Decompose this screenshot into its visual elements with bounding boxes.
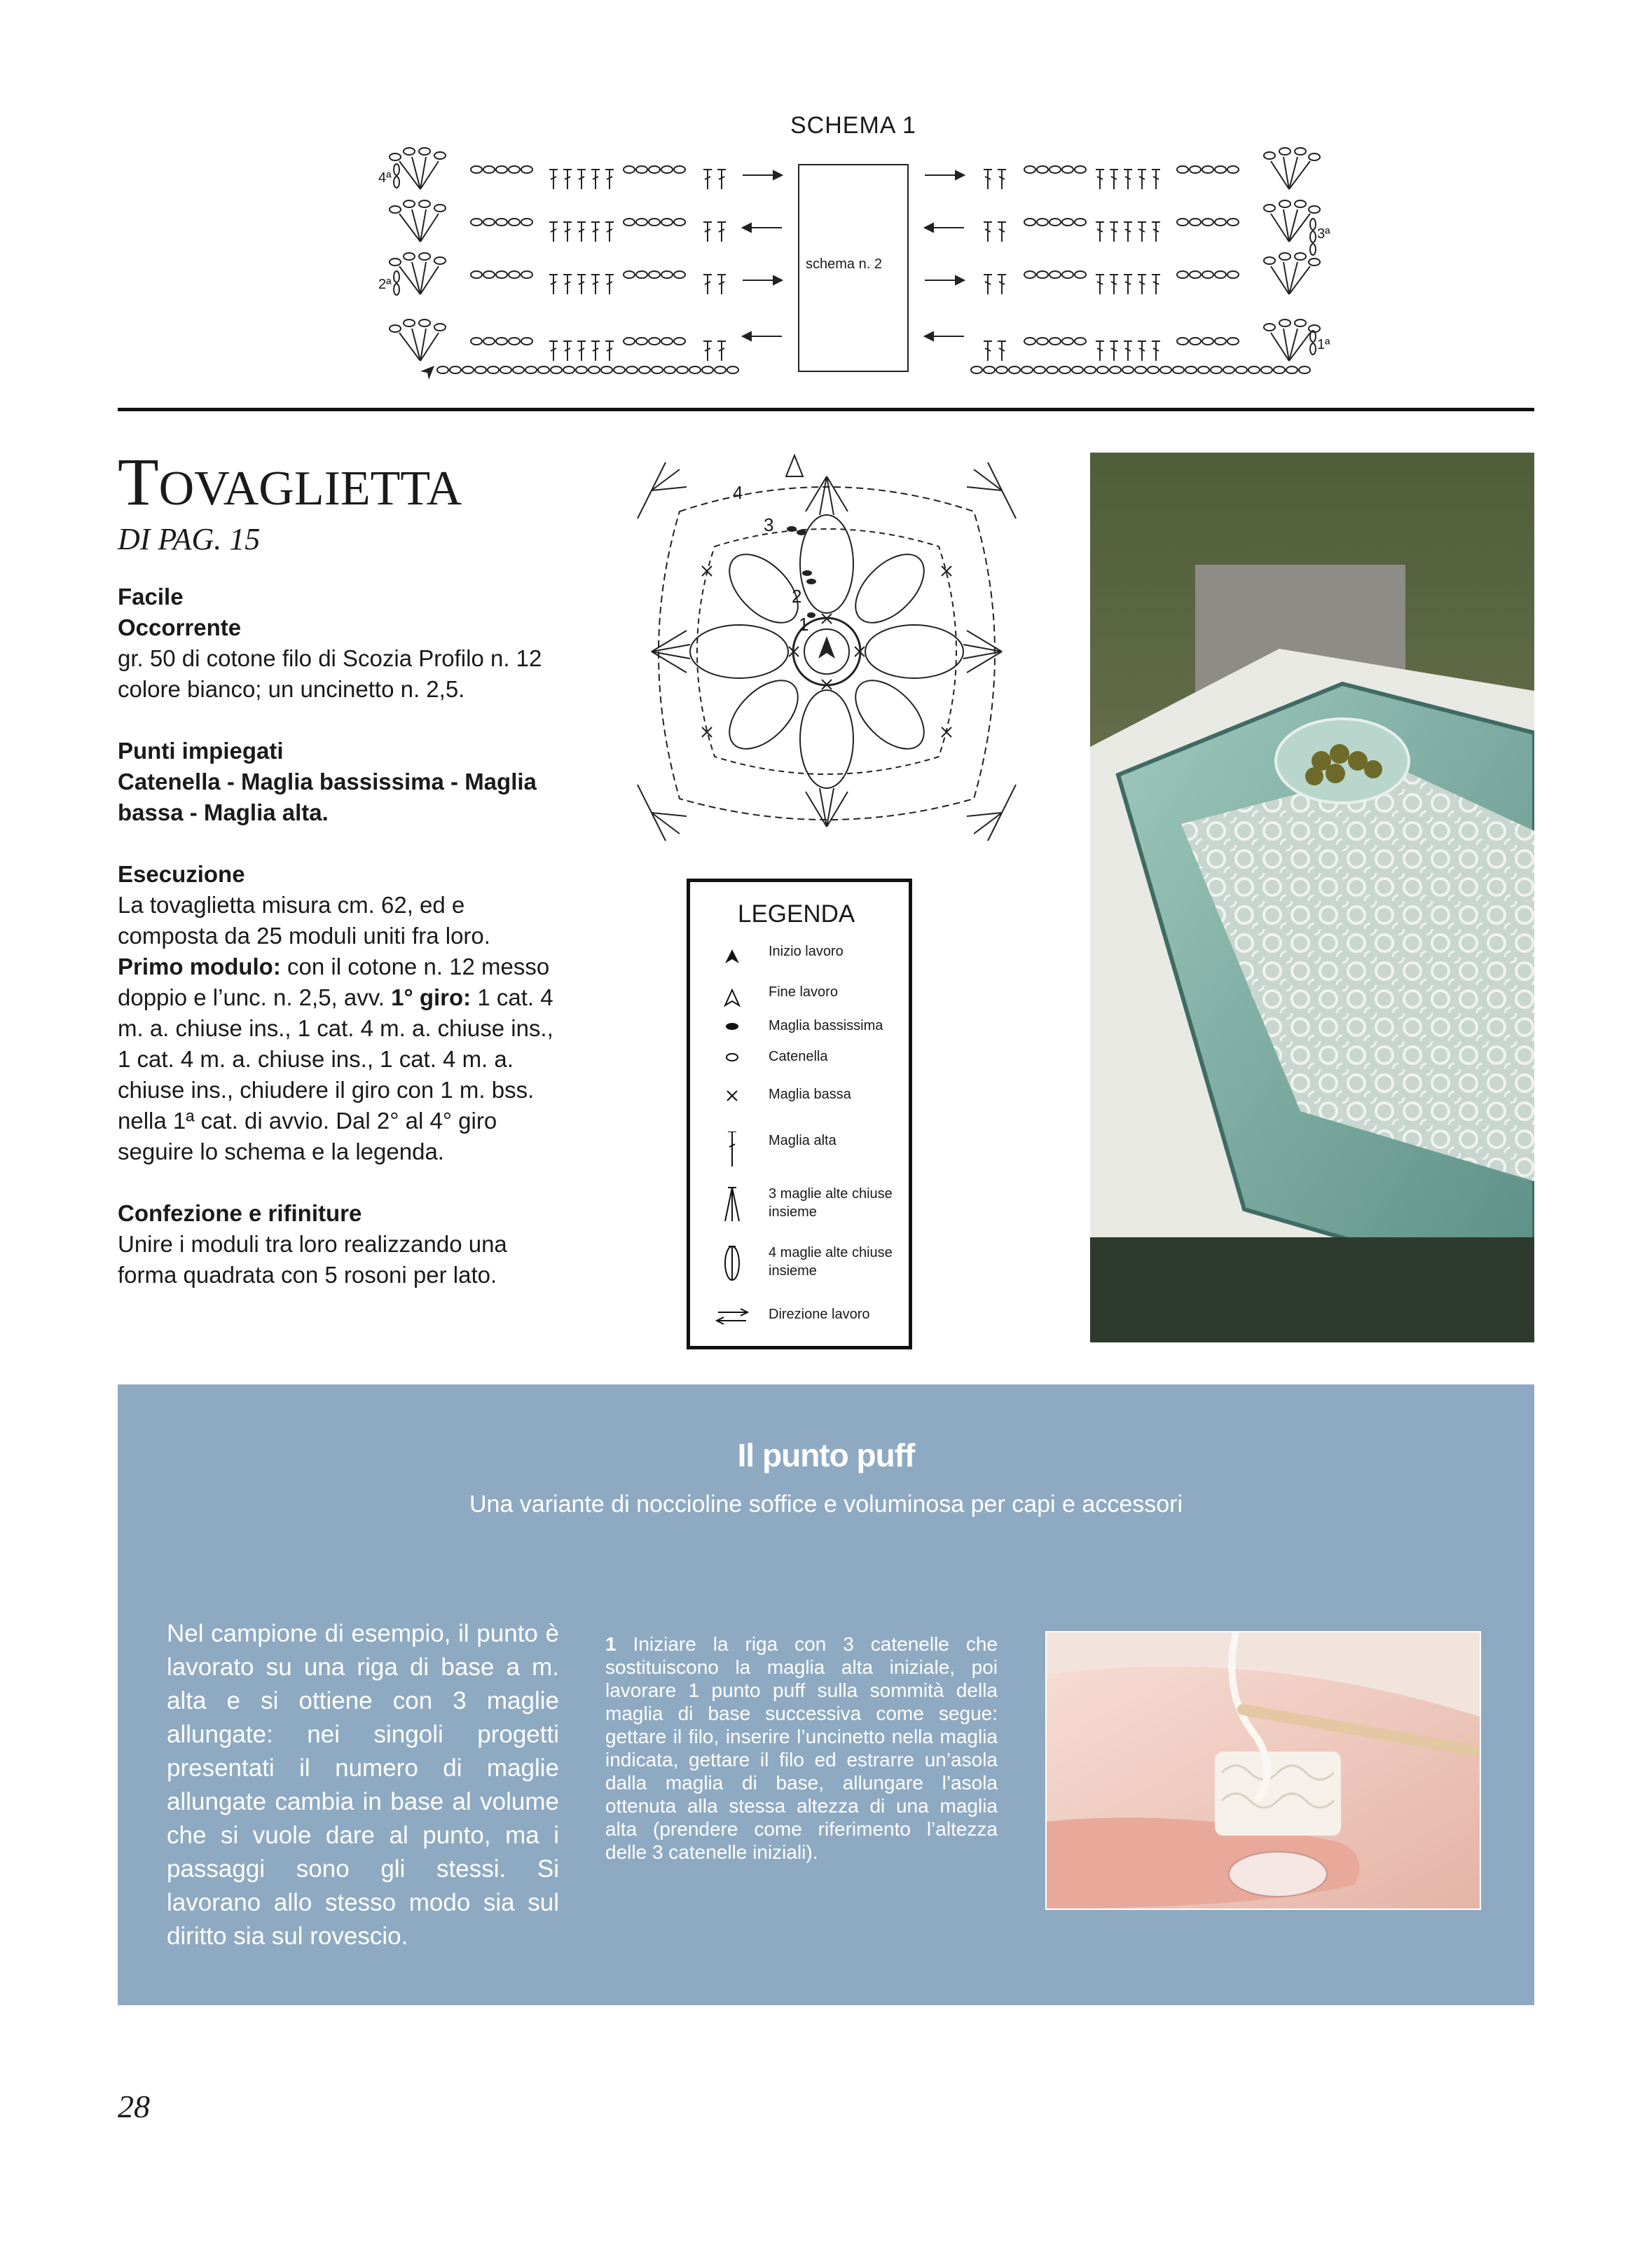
motif-round-3: 3 [764,514,774,535]
finishing-heading: Confezione e rifiniture [118,1200,362,1226]
title-rest: OVAGLIETTA [158,462,462,516]
tall-stitch-icon [710,1132,759,1174]
placemat-photo [1090,453,1534,1342]
schema1-title: SCHEMA 1 [790,112,916,139]
row-label-3: 3ª [1317,226,1330,242]
legend-box [687,879,912,1349]
section-divider [118,408,1534,411]
legend-item [690,1132,916,1174]
execution-heading: Esecuzione [118,861,245,887]
finishing-text: Unire i moduli tra loro realizzando una forma quadrata con 5 rosoni per lato. [118,1231,507,1288]
puff-step-1 [605,1632,998,1864]
legend-label: 3 maglie alte chiuse insieme [769,1186,893,1220]
schema2-reference-label: schema n. 2 [806,256,882,272]
needed-text: gr. 50 di cotone filo di Scozia Profilo n. 12 colore bianco; un uncinetto n. 2,5. [118,645,542,702]
stitches-heading: Punti impiegati [118,738,284,764]
step-text: Iniziare la riga con 3 catenelle che sostituiscono la maglia alta iniziale, poi lavorare 1 punto puff sulla sommità della maglia di base successiva come segue: gettare il filo, inserire l’uncinetto nella maglia indicata, gettare il filo ed estrarre un’asola dalla maglia di base, allungare l’asola ottenuta alla stessa altezza di una maglia alta (prendere come riferimento l’altezza delle 3 catenelle iniziali). [605,1633,998,1863]
article-subtitle: DI PAG. 15 [118,522,261,556]
needed-heading: Occorrente [118,614,242,640]
motif-round-1: 1 [799,614,809,635]
legend-item [690,1305,916,1347]
legend-title: LEGENDA [738,900,855,928]
cluster-3-icon [710,1185,759,1227]
page-number: 28 [118,2089,150,2124]
round1-text: 1 cat. 4 m. a. chiuse ins., 1 cat. 4 m. a. chiuse ins., 1 cat. 4 m. a. chiuse ins., 1 cat. 4 m. a. chiuse ins., chiudere il giro con 1 m. bss. nella 1ª cat. di avvio. Dal 2° al 4° giro seguire lo schema e la legenda. [118,984,553,1164]
row-label-1: 1ª [1317,337,1330,352]
cluster-4-icon [710,1244,759,1286]
legend-item [690,942,916,984]
oval-icon [710,1047,759,1089]
puff-intro: Nel campione di esempio, il punto è lavorato su una riga di base a m. alta e si ottiene con 3 maglie allungate: nei singoli progetti presentati il numero di maglie allungate cambia in base al volume che si vuole dare al punto, ma i passaggi sono gli stessi. Si lavorano allo stesso modo sia sul diritto sia sul rovescio. [167,1620,559,1950]
double-arrow-icon [710,1305,759,1347]
first-module-label: Primo modulo: [118,954,281,979]
legend-item [690,1047,916,1089]
title-initial: T [118,444,159,519]
schema1-diagram [364,105,1345,399]
cross-icon [710,1085,759,1127]
execution-text: La tovaglietta misura cm. 62, ed e composta da 25 moduli uniti fra loro. [118,892,490,949]
stitches-text: Catenella - Maglia bassissima - Maglia bassa - Maglia alta. [118,769,537,825]
legend-item [690,1085,916,1127]
first-module-text: con il cotone n. 12 messo doppio e l’unc. n. 2,5, avv. [118,954,550,1010]
legend-label: Inizio lavoro [769,944,844,959]
instructions-column [118,582,566,1321]
round1-label: 1° giro: [391,984,471,1010]
legend-label: 4 maglie alte chiuse insieme [769,1245,893,1279]
difficulty-label: Facile [118,584,184,610]
legend-label: Maglia bassa [769,1087,851,1102]
legend-label: Maglia bassissima [769,1018,883,1033]
motif-round-4: 4 [733,482,743,503]
legend-label: Catenella [769,1049,828,1064]
step-number: 1 [605,1633,617,1655]
article-title [118,444,462,519]
motif-diagram [624,448,1030,855]
puff-subtitle: Una variante di noccioline soffice e voluminosa per capi e accessori [469,1491,1183,1518]
motif-round-2: 2 [792,586,802,607]
legend-label: Direzione lavoro [769,1307,870,1322]
legend-item [690,1244,916,1286]
arrow-solid-icon [710,942,759,984]
puff-stitch-photo [1045,1631,1481,1910]
puff-title: Il punto puff [737,1437,915,1473]
row-label-2: 2ª [378,277,392,292]
legend-label: Fine lavoro [769,984,838,1000]
legend-label: Maglia alta [769,1133,837,1148]
row-label-4: 4ª [378,170,392,186]
legend-item [690,1185,916,1227]
